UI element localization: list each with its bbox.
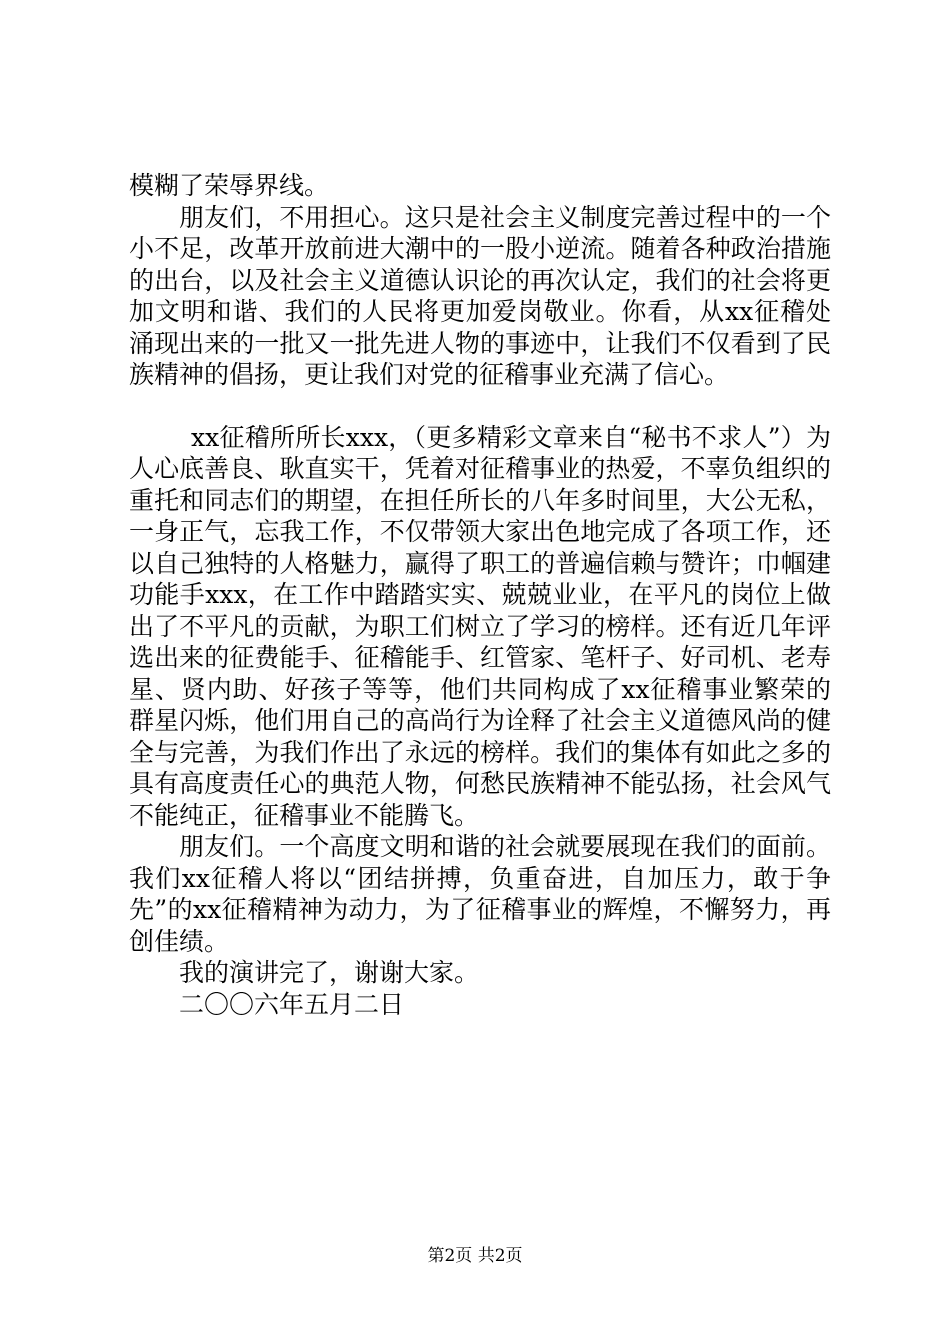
paragraph-spacer xyxy=(129,391,831,422)
paragraph-role-models: xx征稽所所长xxx，（更多精彩文章来自“秘书不求人”）为人心底善良、耿直实干，凭着对征稽事业的热爱，不辜负组织的重托和同志们的期望，在担任所长的八年多时间里，大公无私，一身正气，忘我工作，不仅带领大家出色地完成了各项工作，还以自己独特的人格魅力，赢得了职工的普遍信赖与赞许；巾帼建功能手xxx，在工作中踏踏实实、兢兢业业，在平凡的岗位上做出了不平凡的贡献，为职工们树立了学习的榜样。还有近几年评选出来的征费能手、征稽能手、红管家、笔杆子、好司机、老寿星、贤内助、好孩子等等，他们共同构成了xx征稽事业繁荣的群星闪烁，他们用自己的高尚行为诠释了社会主义道德风尚的健全与完善，为我们作出了永远的榜样。我们的集体有如此之多的具有高度责任心的典范人物，何愁民族精神不能弘扬，社会风气不能纯正，征稽事业不能腾飞。 xyxy=(129,422,831,830)
paragraph-conclusion: 朋友们。一个高度文明和谐的社会就要展现在我们的面前。我们xx征稽人将以“团结拼搏，负重奋进，自加压力，敢于争先”的xx征稽精神为动力，为了征稽事业的辉煌，不懈努力，再创佳绩。 xyxy=(129,832,831,956)
document-body xyxy=(129,170,831,1020)
page-footer: 第2页 共2页 xyxy=(427,1246,523,1266)
paragraph-closing-thanks: 我的演讲完了，谢谢大家。 xyxy=(179,958,480,987)
paragraph-date: 二〇〇六年五月二日 xyxy=(179,989,405,1019)
paragraph-continuation: 模糊了荣辱界线。 xyxy=(129,171,330,200)
paragraph-friends-reassurance: 朋友们，不用担心。这只是社会主义制度完善过程中的一个小不足，改革开放前进大潮中的一股小逆流。随着各种政治措施的出台，以及社会主义道德认识论的再次认定，我们的社会将更加文明和谐、我们的人民将更加爱岗敬业。你看，从xx征稽处涌现出来的一批又一批先进人物的事迹中，让我们不仅看到了民族精神的倡扬，更让我们对党的征稽事业充满了信心。 xyxy=(129,202,831,389)
